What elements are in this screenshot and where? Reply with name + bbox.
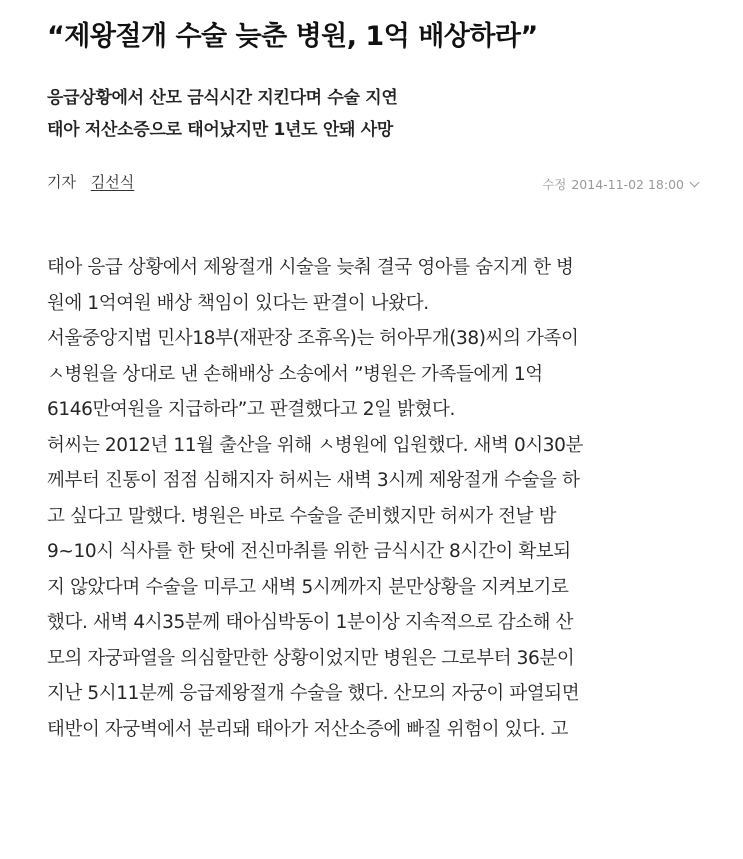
modified-label: 수정 [542, 177, 567, 192]
article-headline: “제왕절개 수술 늦춘 병원, 1억 배상하라” [47, 21, 538, 52]
body-line: 원에 1억여원 배상 책임이 있다는 판결이 나왔다. [47, 292, 429, 314]
body-line: ㅅ병원을 상대로 낸 손해배상 소송에서 ”병원은 가족들에게 1억 [47, 363, 543, 385]
body-line: 께부터 진통이 점점 심해지자 허씨는 새벽 3시께 제왕절개 수술을 하 [47, 470, 580, 491]
body-line: 고 싶다고 말했다. 병원은 바로 수술을 준비했지만 허씨가 전날 밤 [47, 505, 557, 527]
subtitle-line: 응급상황에서 산모 금식시간 지킨다며 수술 지연 [47, 88, 398, 108]
body-line: 지난 5시11분께 응급제왕절개 수술을 했다. 산모의 자궁이 파열되면 [47, 683, 580, 704]
body-line: 6146만여원을 지급하라”고 판결했다고 2일 밝혔다. [47, 399, 455, 420]
body-line: 태아 응급 상황에서 제왕절개 시술을 늦춰 결국 영아를 숨지게 한 병 [47, 257, 574, 278]
body-line: 했다. 새벽 4시35분께 태아심박동이 1분이상 지속적으로 감소해 산 [47, 612, 574, 633]
body-line: 허씨는 2012년 11월 출산을 위해 ㅅ병원에 입원했다. 새벽 0시30분 [47, 434, 584, 456]
body-line: 9~10시 식사를 한 탓에 전신마취를 위한 금식시간 8시간이 확보되 [47, 541, 571, 562]
body-line: 태반이 자궁벽에서 분리돼 태아가 저산소증에 빠질 위험이 있다. 고 [47, 718, 569, 740]
body-line: 지 않았다며 수술을 미루고 새벽 5시께까지 분만상황을 지켜보기로 [47, 576, 569, 598]
chevron-down-icon [690, 177, 700, 187]
byline-label: 기자 [47, 173, 76, 191]
article-subtitles [47, 82, 697, 146]
article-body [47, 250, 697, 747]
subtitle-line: 태아 저산소증으로 태어났지만 1년도 안돼 사망 [47, 120, 393, 140]
reporter-name-link[interactable]: 김선식 [90, 173, 135, 191]
body-line: 모의 자궁파열을 의심할만한 상황이었지만 병원은 그로부터 36분이 [47, 647, 575, 669]
modified-time: 2014-11-02 18:00 [571, 176, 684, 192]
body-line: 서울중앙지법 민사18부(재판장 조휴옥)는 허아무개(38)씨의 가족이 [47, 328, 579, 349]
byline [47, 171, 134, 192]
modified-timestamp-toggle[interactable] [542, 175, 698, 193]
